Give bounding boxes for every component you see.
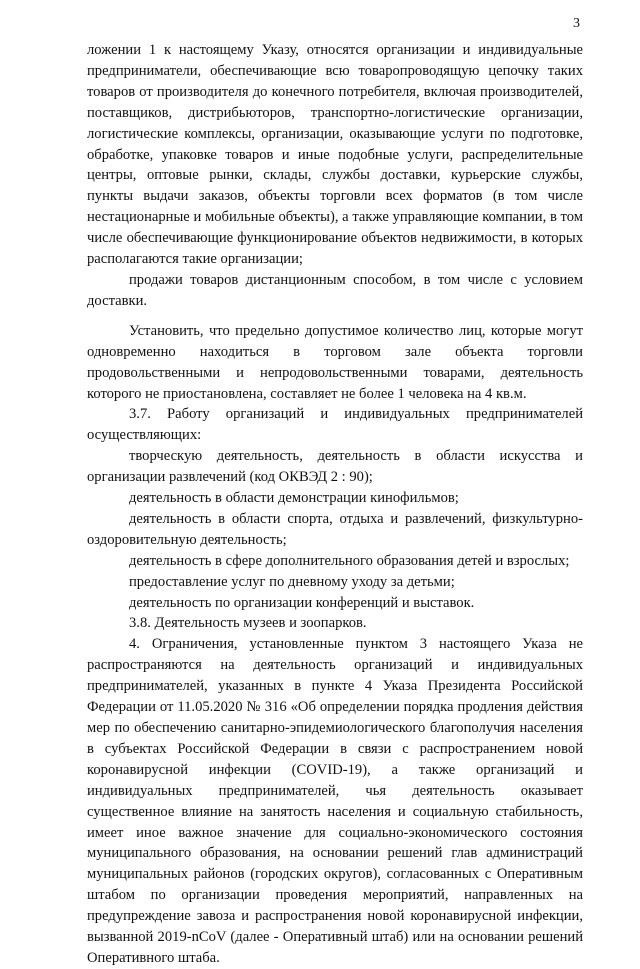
paragraph-item-3-8: 3.8. Деятельность музеев и зоопарков. [129,615,367,632]
list-item-education: деятельность в сфере дополнительного образования детей и взрослых; [129,552,570,569]
paragraph-occupancy-limit: Установить, что предельно допустимое количество лиц, которые могут одновременно находиться в торговом зале объекта торговли продовольственными и непродовольственными товарами, деятельность которого не приостановлена, составляет не более 1 человека на 4 кв.м. [87,322,583,402]
paragraph-item-3-7: 3.7. Работу организаций и индивидуальных предпринимателей осуществляющих: [87,406,583,444]
paragraph-continuation: ложении 1 к настоящему Указу, относятся организации и индивидуальные предприниматели, обеспечивающие всю товаропроводящую цепочку таких товаров от производителя до конечного потребителя, включая производителей, поставщиков, дистрибьюторов, транспортно-логистические организации, логистические комплексы, организации, оказывающие услуги по подготовке, обработке, упаковке товаров и иные подобные услуги, распределительные центры, оптовые рынки, склады, службы доставки, курьерские службы, пункты выдачи заказов, объекты торговли всех форматов (в том числе нестационарные и мобильные объекты), а также управляющие компании, в том числе обеспечивающие функционирование объектов недвижимости, в которых располагаются такие организации; [87,42,583,268]
list-item-sports: деятельность в области спорта, отдыха и развлечений, физкультурно-оздоровительную деятельность; [87,510,583,548]
paragraph-item-4: 4. Ограничения, установленные пунктом 3 настоящего Указа не распространяются на деятельность организаций и индивидуальных предпринимателей, указанных в пункте 4 Указа Президента Российской Федерации от 11.05.2020 № 316 «Об определении порядка продления действия мер по обеспечению санитарно-эпидемиологического благополучия населения в субъектах Российской Федерации в связи с распространением новой коронавирусной инфекции (COVID-19), а также организаций и индивидуальных предпринимателей, чья деятельность оказывает существенное влияние на занятость населения и социальную стабильность, имеет иное важное значение для социально-экономического состояния муниципального образования, на основании решений глав администраций муниципальных районов (городских округов), согласованных с Оперативным штабом по организации проведения мероприятий, направленных на предупреждение завоза и распространения новой коронавирусной инфекции, вызванной 2019-nCoV (далее - Оперативный штаб) или на основании решений Оперативного штаба. [87,636,583,966]
list-item-conferences: деятельность по организации конференций и выставок. [129,594,475,611]
list-item-childcare: предоставление услуг по дневному уходу за детьми; [129,573,455,590]
list-item-creative-activity: творческую деятельность, деятельность в области искусства и организации развлечений (код ОКВЭД 2 : 90); [87,448,583,486]
list-item-cinema: деятельность в области демонстрации кинофильмов; [129,490,459,507]
page-number: 3 [573,16,580,31]
document-body [87,40,583,969]
paragraph-remote-sales: продажи товаров дистанционным способом, в том числе с условием доставки. [87,271,583,309]
